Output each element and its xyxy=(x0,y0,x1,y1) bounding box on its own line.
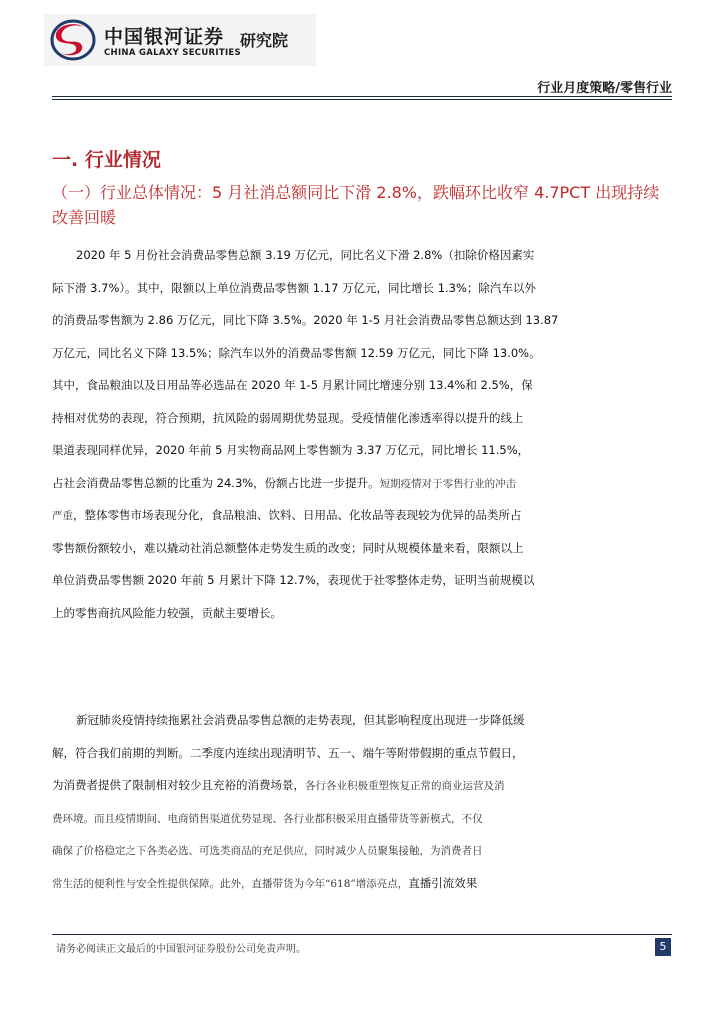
header-divider-thin xyxy=(52,99,672,100)
text-line: 解，符合我们前期的判断。二季度内连续出现清明节、五一、端午等附带假期的重点节假日， xyxy=(52,745,524,760)
text-line: 的消费品零售额为 2.86 万亿元，同比下降 3.5%。2020 年 1-5 月社会消费品零售总额达到 13.87 xyxy=(52,313,559,327)
text-line: 严重，整体零售市场表现分化，食品粮油、饮料、日用品、化妆品等表现较为优异的品类所占 xyxy=(52,508,522,522)
footer-disclaimer: 请务必阅读正文最后的中国银河证券股份公司免责声明。 xyxy=(56,944,306,955)
text-line: 际下滑 3.7%）。其中，限额以上单位消费品零售额 1.17 万亿元，同比增长 1.3%；除汽车以外 xyxy=(52,280,536,295)
text-line: 占社会消费品零售总额的比重为 24.3%，份额占比进一步提升。短期疫情对于零售行业的冲击 xyxy=(52,475,517,490)
section-subheading: （一）行业总体情况：5 月社消总额同比下滑 2.8%，跌幅环比收窄 4.7PCT 出现持续改善回暖 xyxy=(52,183,660,227)
footer-divider xyxy=(52,934,672,935)
page-number: 5 xyxy=(655,938,671,956)
report-category: 行业月度策略/零售行业 xyxy=(537,81,672,96)
text-line: 零售额份额较小，难以撬动社消总额整体走势发生质的改变；同时从规模体量来看，限额以上 xyxy=(52,540,524,555)
section-heading: 一. 行业情况 xyxy=(52,149,161,171)
galaxy-logo-icon xyxy=(50,18,96,62)
text-line: 费环境。而且疫情期间、电商销售渠道优势显现、各行业都积极采用直播带货等新模式，不仅 xyxy=(52,812,483,825)
header-divider xyxy=(52,96,672,97)
text-line: 万亿元，同比名义下降 13.5%；除汽车以外的消费品零售额 12.59 万亿元，同比下降 13.0%。 xyxy=(52,345,541,360)
text-line: 上的零售商抗风险能力较强，贡献主要增长。 xyxy=(52,605,282,620)
text-line: 持相对优势的表现，符合预期，抗风险的弱周期优势显现。受疫情催化渗透率得以提升的线上 xyxy=(52,410,524,425)
text-line: 2020 年 5 月份社会消费品零售总额 3.19 万亿元，同比名义下滑 2.8%（扣除价格因素实 xyxy=(76,248,535,262)
text-line: 新冠肺炎疫情持续拖累社会消费品零售总额的走势表现，但其影响程度出现进一步降低缓 xyxy=(76,713,525,727)
text-line: 常生活的便利性与安全性提供保障。此外，直播带货为今年“618”增添亮点，直播引流效果 xyxy=(52,875,478,890)
paragraph-2 xyxy=(52,704,672,899)
text-line: 其中，食品粮油以及日用品等必选品在 2020 年 1-5 月累计同比增速分别 13.4%和 2.5%，保 xyxy=(52,378,533,392)
text-line: 单位消费品零售额 2020 年前 5 月累计下降 12.7%，表现优于社零整体走势，证明当前规模以 xyxy=(52,573,535,587)
text-line: 为消费者提供了限制相对较少且充裕的消费场景，各行各业积极重塑恢复正常的商业运营及消 xyxy=(52,778,505,792)
text-line: 渠道表现同样优异，2020 年前 5 月实物商品网上零售额为 3.37 万亿元，同比增长 11.5%， xyxy=(52,443,530,457)
company-logo xyxy=(44,14,316,66)
paragraph-1 xyxy=(52,239,672,629)
brand-institute: 研究院 xyxy=(240,31,289,50)
brand-name-en: CHINA GALAXY SECURITIES xyxy=(104,48,241,58)
brand-name-cn: 中国银河证券 xyxy=(104,26,225,48)
text-line: 确保了价格稳定之下各类必选、可选类商品的充足供应，同时减少人员聚集接触，为消费者日 xyxy=(52,845,483,857)
